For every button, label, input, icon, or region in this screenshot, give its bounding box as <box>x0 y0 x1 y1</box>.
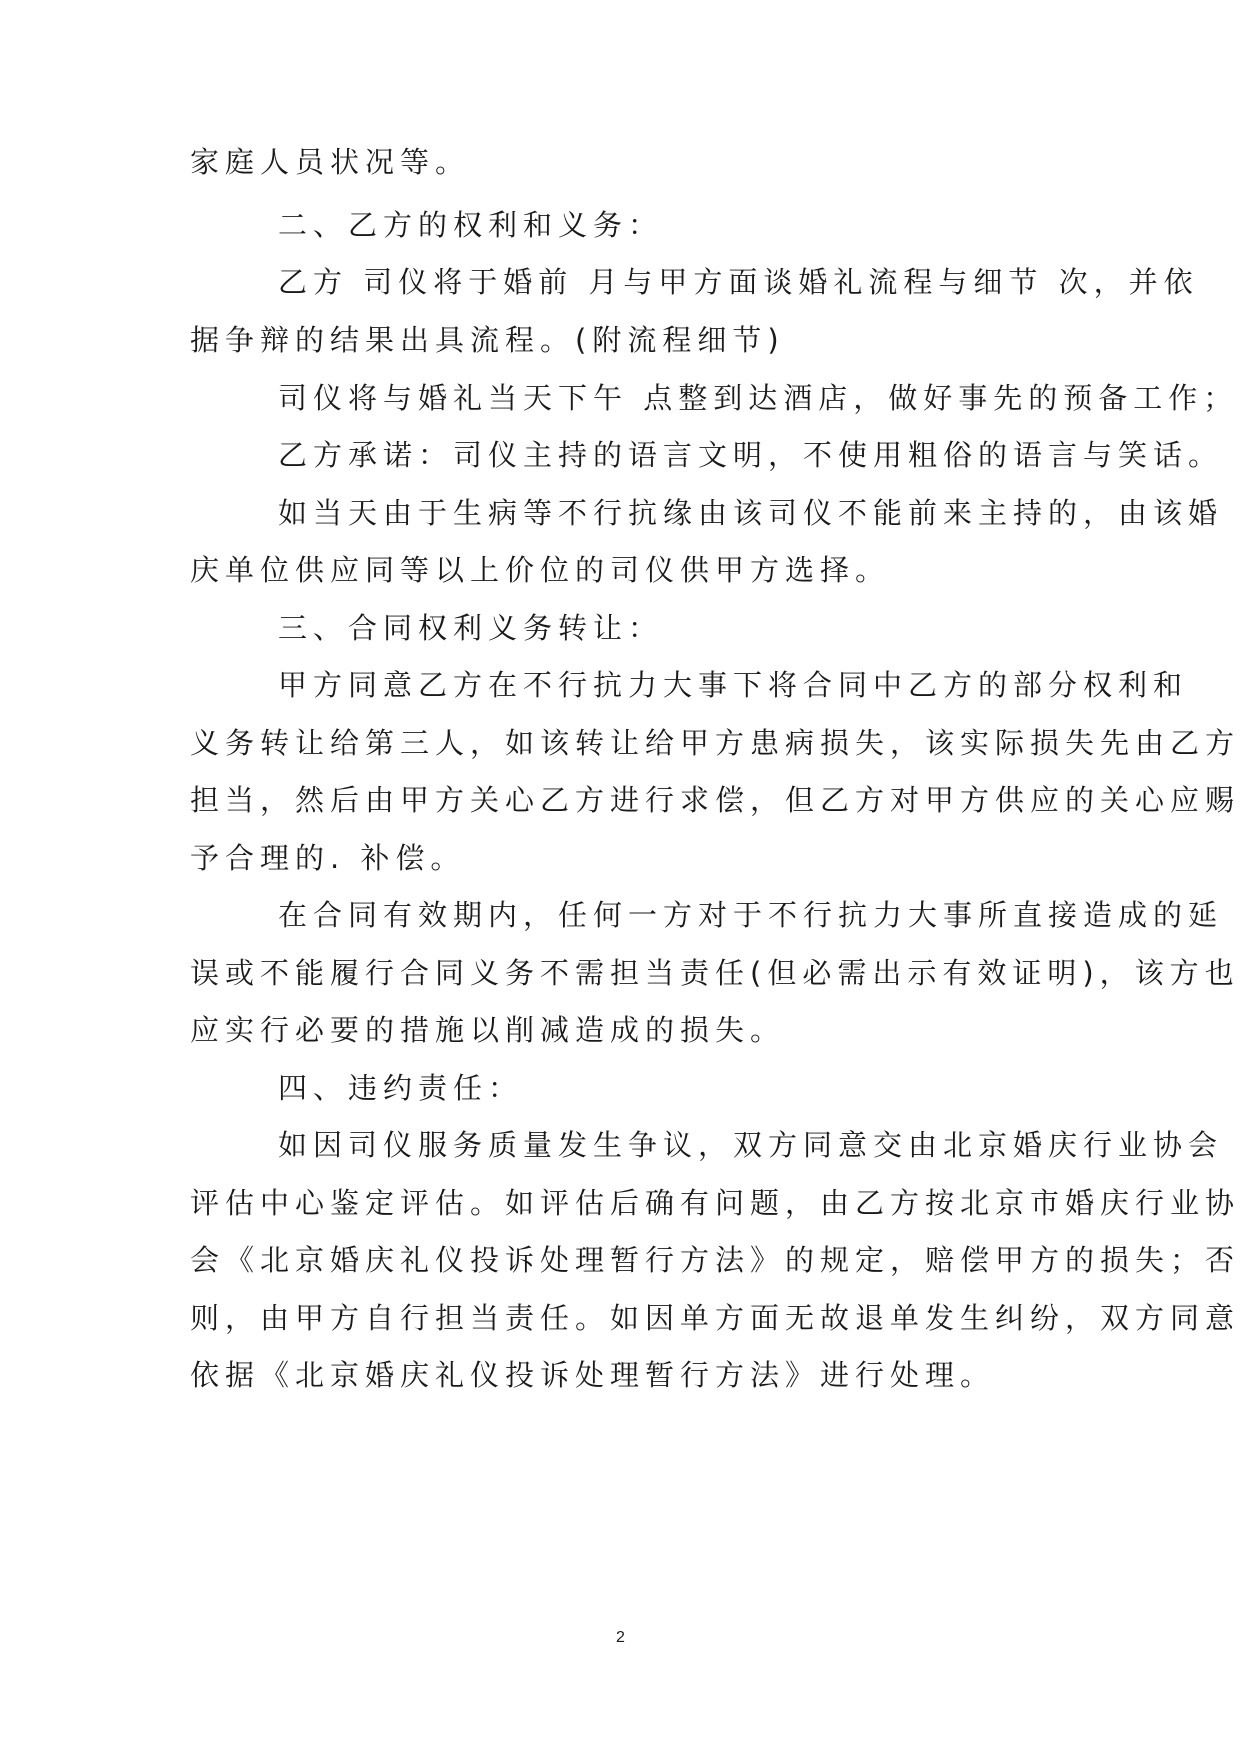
paragraph-line: 应实行必要的措施以削减造成的损失。 <box>190 1013 786 1047</box>
section-heading: 三、合同权利义务转让： <box>278 611 664 645</box>
paragraph-line: 如当天由于生病等不行抗缘由该司仪不能前来主持的，由该婚 <box>278 496 1224 530</box>
paragraph-line: 误或不能履行合同义务不需担当责任(但必需出示有效证明)，该方也 <box>190 956 1240 990</box>
paragraph-line: 评估中心鉴定评估。如评估后确有问题，由乙方按北京市婚庆行业协 <box>190 1186 1241 1220</box>
section-heading: 二、乙方的权利和义务： <box>278 208 664 242</box>
paragraph-line: 乙方承诺：司仪主持的语言文明，不使用粗俗的语言与笑话。 <box>278 438 1224 472</box>
paragraph-line: 家庭人员状况等。 <box>190 145 471 179</box>
paragraph-line: 甲方同意乙方在不行抗力大事下将合同中乙方的部分权利和 <box>278 668 1189 702</box>
paragraph-line: 司仪将与婚礼当天下午 点整到达酒店，做好事先的预备工作； <box>278 381 1239 415</box>
page-number: 2 <box>616 1629 625 1646</box>
paragraph-line: 义务转让给第三人，如该转让给甲方患病损失，该实际损失先由乙方 <box>190 726 1241 760</box>
paragraph-line: 在合同有效期内，任何一方对于不行抗力大事所直接造成的延 <box>278 898 1224 932</box>
paragraph-line: 据争辩的结果出具流程。(附流程细节) <box>190 323 785 357</box>
paragraph-line: 庆单位供应同等以上价位的司仪供甲方选择。 <box>190 553 891 587</box>
paragraph-line: 会《北京婚庆礼仪投诉处理暂行方法》的规定，赔偿甲方的损失；否 <box>190 1243 1241 1277</box>
paragraph-line: 则，由甲方自行担当责任。如因单方面无故退单发生纠纷，双方同意 <box>190 1301 1241 1335</box>
paragraph-line: 予合理的. 补偿。 <box>190 841 466 875</box>
paragraph-line: 担当，然后由甲方关心乙方进行求偿，但乙方对甲方供应的关心应赐 <box>190 783 1241 817</box>
paragraph-line: 乙方 司仪将于婚前 月与甲方面谈婚礼流程与细节 次，并依 <box>278 265 1199 299</box>
paragraph-line: 依据《北京婚庆礼仪投诉处理暂行方法》进行处理。 <box>190 1358 996 1392</box>
section-heading: 四、违约责任： <box>278 1071 524 1105</box>
paragraph-line: 如因司仪服务质量发生争议，双方同意交由北京婚庆行业协会 <box>278 1128 1224 1162</box>
